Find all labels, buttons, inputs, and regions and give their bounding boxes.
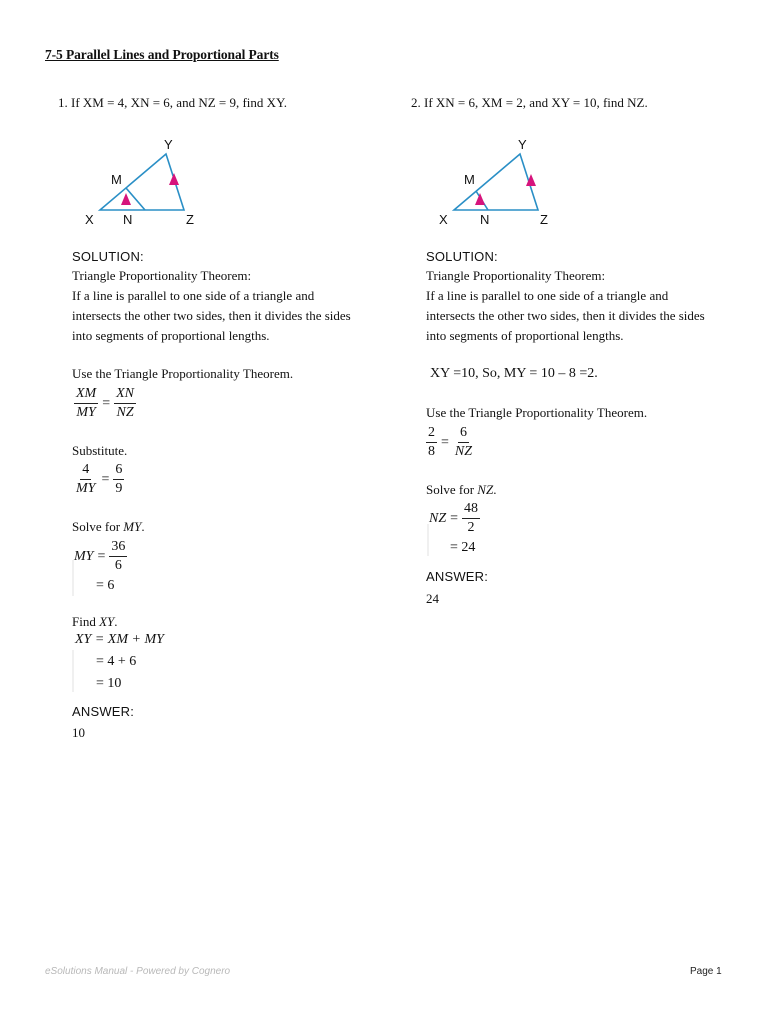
solution-label: SOLUTION:: [72, 249, 144, 264]
step-label: Find XY.: [72, 614, 118, 629]
parallel-arrow-icon: [121, 193, 131, 205]
problem-number: 2.: [411, 95, 421, 110]
equation-step: = 4 + 6: [96, 654, 137, 669]
answer-value: 10: [72, 725, 85, 740]
fraction-denominator: NZ: [454, 444, 473, 459]
fraction-numerator: 36: [109, 538, 127, 557]
fraction-numerator: XM: [74, 385, 98, 404]
vertex-label-z: Z: [540, 212, 548, 227]
theorem-line: If a line is parallel to one side of a triangle and: [426, 288, 669, 303]
equation-lhs: NZ: [429, 510, 447, 526]
fraction-denominator: 2: [467, 520, 475, 535]
proportion-equation: $\frac{2}{8}$ = $\frac{6}{NZ}$: [428, 425, 473, 459]
parallel-arrow-icon: [475, 193, 485, 205]
vertex-label-n: N: [480, 212, 490, 227]
theorem-line: into segments of proportional lengths.: [72, 328, 270, 343]
theorem-name: Triangle Proportionality Theorem:: [426, 268, 606, 283]
equation-step: = 24: [450, 540, 476, 555]
footer-publisher: eSolutions Manual - Powered by Cognero: [45, 966, 231, 977]
substituted-equation: $\frac{4}{MY}$ = $\frac{6}{9}$: [76, 462, 123, 496]
problem-number: 1.: [58, 95, 68, 110]
solution-label: SOLUTION:: [426, 249, 498, 264]
fraction-denominator: 6: [114, 558, 122, 573]
instruction-text: Use the Triangle Proportionality Theorem.: [426, 405, 648, 420]
vertex-label-x: X: [85, 212, 94, 227]
fraction-denominator: MY: [76, 481, 96, 496]
page-title: 7-5 Parallel Lines and Proportional Parts: [45, 47, 279, 62]
triangle-diagram-2: [434, 132, 564, 230]
step-label-text: Find: [72, 614, 96, 629]
vertex-label-m: M: [111, 172, 122, 187]
equation-bracket: [72, 650, 74, 692]
question-text: If XM = 4, XN = 6, and NZ = 9, find XY.: [71, 95, 288, 110]
segment-mn: [126, 188, 145, 210]
step-label-text: Solve for: [426, 482, 475, 497]
vertex-label-y: Y: [164, 137, 173, 152]
fraction-denominator: NZ: [116, 405, 134, 420]
equation-bracket: [427, 524, 429, 556]
problem-1-question: [58, 93, 287, 113]
answer-label: ANSWER:: [72, 704, 135, 719]
vertex-label-y: Y: [518, 137, 527, 152]
triangle-diagram-1: [80, 132, 210, 230]
fraction-numerator: 6: [458, 424, 469, 443]
equation-step: = 6: [96, 578, 115, 593]
fraction-denominator: MY: [76, 405, 96, 420]
step-label: Substitute.: [72, 443, 128, 458]
equation-bracket: [72, 560, 74, 596]
equation-step: XY =10, So, MY = 10 – 8 =2.: [430, 366, 598, 381]
theorem-line: into segments of proportional lengths.: [426, 328, 624, 343]
question-text: If XN = 6, XM = 2, and XY = 10, find NZ.: [424, 95, 648, 110]
fraction-numerator: 2: [426, 424, 437, 443]
fraction-numerator: 6: [113, 461, 124, 480]
vertex-label-z: Z: [186, 212, 194, 227]
step-label-variable: NZ: [477, 482, 494, 497]
step-label-text: Solve for: [72, 519, 121, 534]
vertex-label-n: N: [123, 212, 133, 227]
fraction-denominator: 8: [428, 444, 435, 459]
step-label-variable: MY: [123, 519, 142, 534]
theorem-name: Triangle Proportionality Theorem:: [72, 268, 252, 283]
step-label: Solve for NZ.: [426, 482, 497, 497]
equation-step: XY = XM + MY: [75, 632, 164, 647]
solve-equation: NZ = $\frac{48}{2}$: [429, 501, 479, 535]
theorem-line: intersects the other two sides, then it divides the sides: [72, 308, 351, 323]
theorem-line: If a line is parallel to one side of a triangle and: [72, 288, 315, 303]
fraction-numerator: 4: [80, 461, 91, 480]
page-number: Page 1: [690, 966, 722, 977]
step-label: Solve for MY.: [72, 519, 145, 534]
fraction-numerator: 48: [462, 500, 480, 519]
step-label-variable: XY: [99, 614, 115, 629]
proportion-equation: $\frac{XM}{MY}$ = $\frac{XN}{NZ}$: [76, 386, 135, 420]
solve-equation: MY = $\frac{36}{6}$: [74, 539, 126, 573]
answer-label: ANSWER:: [426, 569, 489, 584]
equation-step: = 10: [96, 676, 122, 691]
vertex-label-x: X: [439, 212, 448, 227]
equation-lhs: MY: [74, 548, 94, 564]
instruction-text: Use the Triangle Proportionality Theorem.: [72, 366, 294, 381]
parallel-arrow-icon: [169, 173, 179, 185]
fraction-numerator: XN: [114, 385, 136, 404]
problem-2-question: [411, 93, 648, 113]
theorem-line: intersects the other two sides, then it divides the sides: [426, 308, 705, 323]
fraction-denominator: 9: [115, 481, 123, 496]
vertex-label-m: M: [464, 172, 475, 187]
answer-value: 24: [426, 591, 439, 606]
